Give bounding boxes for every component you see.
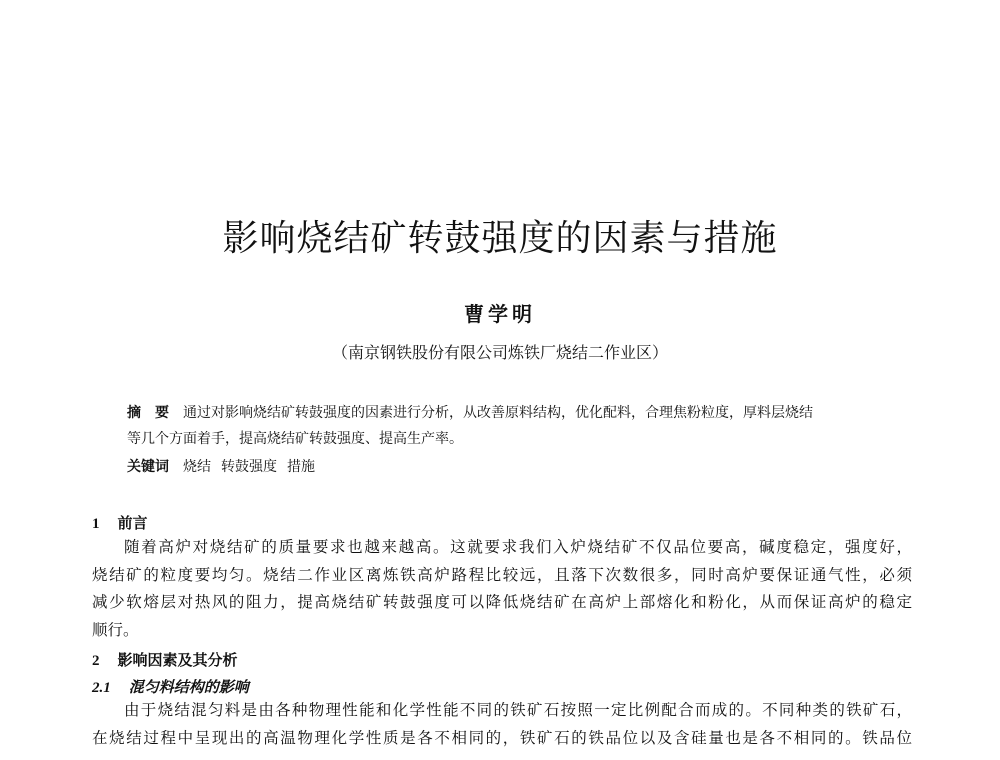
section-heading-1 [92, 512, 148, 533]
keywords-label: 关键词 [127, 459, 169, 475]
section-heading-2 [92, 649, 238, 670]
author-affiliation: （南京钢铁股份有限公司炼铁厂烧结二作业区） [331, 343, 668, 362]
abstract-line-1 [127, 400, 887, 426]
paragraph-line: 在烧结过程中呈现出的高温物理化学性质是各不相同的，铁矿石的铁品位以及含硅量也是各不相同的。铁品位 [92, 728, 912, 747]
section-2-1-paragraph [92, 697, 912, 752]
abstract-label: 摘 要 [127, 405, 169, 421]
paragraph-line: 顺行。 [92, 620, 139, 639]
author-name: 曹学明 [464, 302, 536, 326]
paragraph-line: 减少软熔层对热风的阻力，提高烧结矿转鼓强度可以降低烧结矿在高炉上部熔化和粉化，从而保证高炉的稳定 [92, 593, 912, 611]
paragraph-line: 由于烧结混匀料是由各种物理性能和化学性能不同的铁矿石按照一定比例配合而成的。不同种类的铁矿石， [124, 701, 912, 719]
section-number: 1 [92, 516, 100, 532]
keyword: 措施 [287, 459, 315, 475]
paragraph-line: 随着高炉对烧结矿的质量要求也越来越高。这就要求我们入炉烧结矿不仅品位要高，碱度稳定，强度好， [124, 538, 912, 556]
paper-title: 影响烧结矿转鼓强度的因素与措施 [222, 218, 778, 259]
keyword: 转鼓强度 [221, 459, 277, 475]
section-title: 混匀料结构的影响 [128, 678, 249, 696]
abstract-text-1: 通过对影响烧结矿转鼓强度的因素进行分析，从改善原料结构，优化配料，合理焦粉粒度，厚料层烧结 [183, 405, 813, 421]
abstract-text-2: 等几个方面着手，提高烧结矿转鼓强度、提高生产率。 [127, 431, 463, 447]
section-number: 2 [92, 653, 100, 669]
section-title: 影响因素及其分析 [117, 651, 238, 669]
paragraph-line: 烧结矿的粒度要均匀。烧结二作业区离炼铁高炉路程比较远，且落下次数很多，同时高炉要保证通气性，必须 [92, 565, 912, 584]
subsection-heading-2-1 [92, 676, 249, 697]
keyword: 烧结 [183, 459, 211, 475]
keywords [127, 454, 887, 480]
section-1-paragraph [92, 534, 912, 644]
abstract-line-2 [127, 426, 887, 452]
section-title: 前言 [117, 514, 148, 532]
section-number: 2.1 [92, 680, 111, 696]
